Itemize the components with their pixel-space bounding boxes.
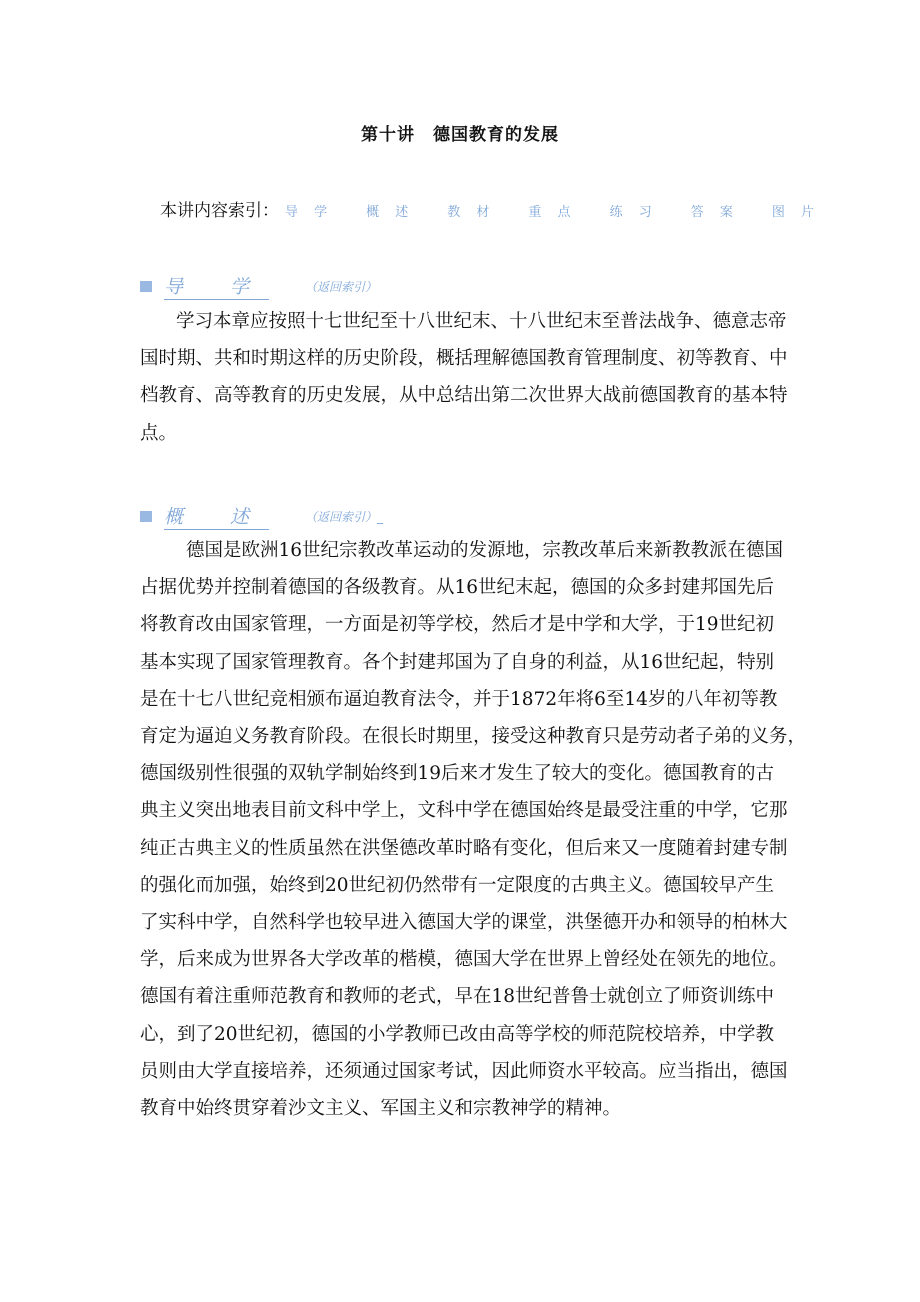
paragraph-line: 学，后来成为世界各大学改革的楷模，德国大学在世界上曾经处在领先的地位。 (140, 949, 788, 971)
index-link-exercises[interactable]: 练 习 (609, 205, 658, 220)
paragraph-line: 占据优势并控制着德国的各级教育。从16世纪末起，德国的众多封建邦国先后 (140, 577, 775, 599)
paragraph-line: 育定为逼迫义务教育阶段。在很长时期里，接受这种教育只是劳动者子弟的义务， (140, 726, 807, 748)
page-title: 第十讲 德国教育的发展 (361, 125, 559, 145)
section-bullet-icon (140, 281, 152, 292)
paragraph-line: 将教育改由国家管理，一方面是初等学校，然后才是中学和大学，于19世纪初 (140, 614, 775, 636)
back-to-index-link[interactable]: （返回索引） (305, 279, 378, 294)
back-to-index-link[interactable]: （返回索引）_ (305, 509, 384, 524)
content-index (160, 196, 853, 221)
section-title-link[interactable]: 导 学 (164, 272, 269, 300)
section-heading-guide (140, 272, 377, 300)
section-heading-overview (140, 502, 383, 530)
index-link-overview[interactable]: 概 述 (366, 205, 415, 220)
paragraph-line: 德国级别性很强的双轨学制始终到19后来才发生了较大的变化。德国教育的古 (140, 763, 775, 785)
section-title-link[interactable]: 概 述 (164, 502, 269, 530)
paragraph-line: 国时期、共和时期这样的历史阶段，概括理解德国教育管理制度、初等教育、中 (140, 348, 788, 370)
index-label: 本讲内容索引： (160, 201, 279, 221)
paragraph-line: 点。 (140, 422, 178, 444)
paragraph-line: 了实科中学，自然科学也较早进入德国大学的课堂，洪堡德开办和领导的柏林大 (140, 912, 788, 934)
section-bullet-icon (140, 511, 152, 522)
paragraph-line: 的强化而加强，始终到20世纪初仍然带有一定限度的古典主义。德国较早产生 (140, 874, 775, 896)
paragraph-line: 员则由大学直接培养，还须通过国家考试，因此师资水平较高。应当指出，德国 (140, 1060, 788, 1082)
index-link-pictures[interactable]: 图 片 (771, 205, 820, 220)
index-links (285, 201, 853, 220)
index-link-guide[interactable]: 导 学 (285, 205, 334, 220)
overview-paragraph (140, 532, 807, 1127)
index-link-answers[interactable]: 答 案 (690, 205, 739, 220)
paragraph-line: 纯正古典主义的性质虽然在洪堡德改革时略有变化，但后来又一度随着封建专制 (140, 837, 788, 859)
index-link-keypoints[interactable]: 重 点 (528, 205, 577, 220)
paragraph-line: 德国有着注重师范教育和教师的老式，早在18世纪普鲁士就创立了师资训练中 (140, 986, 775, 1008)
paragraph-line: 典主义突出地表目前文科中学上，文科中学在德国始终是最受注重的中学，它那 (140, 800, 788, 822)
paragraph-line: 学习本章应按照十七世纪至十八世纪末、十八世纪末至普法战争、德意志帝 (176, 311, 787, 332)
paragraph-line: 基本实现了国家管理教育。各个封建邦国为了自身的利益，从16世纪起，特别 (140, 651, 775, 673)
paragraph-line: 德国是欧洲16世纪宗教改革运动的发源地，宗教改革后来新教教派在德国 (186, 540, 784, 561)
paragraph-line: 档教育、高等教育的历史发展，从中总结出第二次世界大战前德国教育的基本特 (140, 385, 788, 407)
index-link-material[interactable]: 教 材 (447, 205, 496, 220)
paragraph-line: 心，到了20世纪初，德国的小学教师已改由高等学校的师范院校培养，中学教 (140, 1023, 775, 1045)
paragraph-line: 是在十七八世纪竞相颁布逼迫教育法令，并于1872年将6至14岁的八年初等教 (140, 688, 778, 710)
guide-paragraph (140, 303, 786, 452)
paragraph-line: 教育中始终贯穿着沙文主义、军国主义和宗教神学的精神。 (140, 1098, 622, 1120)
